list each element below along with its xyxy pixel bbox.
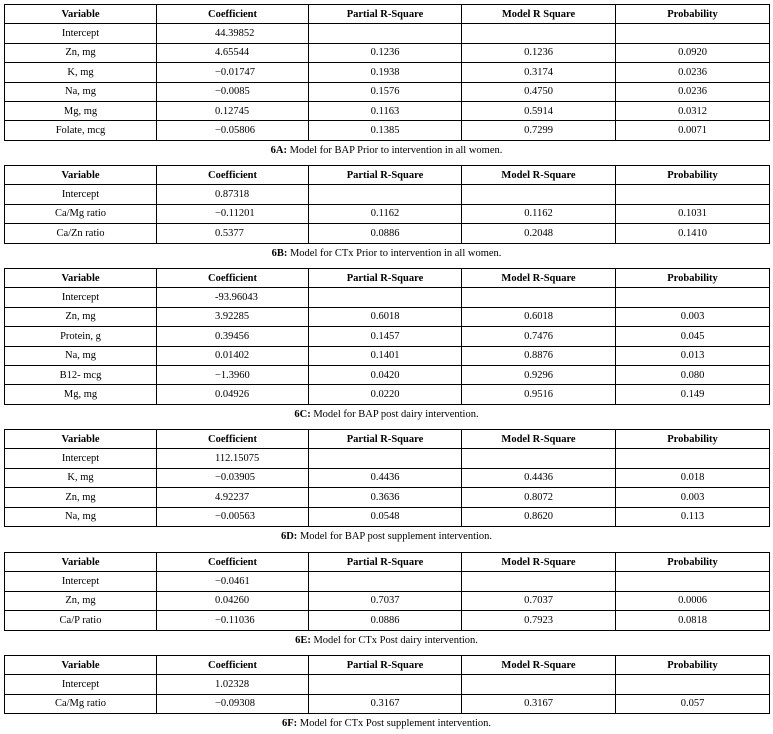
- cell-partial-r-square: 0.0886: [309, 611, 462, 630]
- cell-partial-r-square: 0.1938: [309, 63, 462, 82]
- caption-label: 6B:: [271, 247, 288, 259]
- table-row: [5, 572, 770, 591]
- cell-coefficient: −0.05806: [157, 121, 309, 140]
- header-coefficient: Coefficient: [157, 553, 309, 572]
- cell-coefficient: −0.01747: [157, 63, 309, 82]
- table-row: [5, 101, 770, 120]
- cell-partial-r-square: 0.6018: [309, 307, 462, 326]
- cell-coefficient: −1.3960: [157, 365, 309, 384]
- table-row: [5, 327, 770, 346]
- cell-partial-r-square: [309, 288, 462, 307]
- table-block-6a: [4, 4, 769, 161]
- table-block-6e: [4, 552, 769, 651]
- cell-probability: 0.0818: [616, 611, 770, 630]
- cell-model-r-square: [462, 288, 616, 307]
- table-row: [5, 307, 770, 326]
- cell-partial-r-square: 0.1401: [309, 346, 462, 365]
- header-partial-r-square: Partial R-Square: [309, 269, 462, 288]
- table-row: [5, 82, 770, 101]
- table-row: [5, 365, 770, 384]
- header-coefficient: Coefficient: [157, 166, 309, 185]
- cell-partial-r-square: 0.1457: [309, 327, 462, 346]
- cell-partial-r-square: [309, 24, 462, 43]
- table-caption: [4, 714, 769, 734]
- header-model-r-square: Model R-Square: [462, 166, 616, 185]
- caption-text: Model for CTx Post supplement intervention.: [297, 718, 492, 730]
- table-row: [5, 63, 770, 82]
- cell-model-r-square: 0.1236: [462, 43, 616, 62]
- cell-model-r-square: 0.2048: [462, 224, 616, 243]
- header-probability: Probability: [616, 553, 770, 572]
- header-variable: Variable: [5, 656, 157, 675]
- cell-coefficient: −0.0085: [157, 82, 309, 101]
- cell-variable: Folate, mcg: [5, 121, 157, 140]
- cell-model-r-square: 0.7037: [462, 591, 616, 610]
- cell-variable: K, mg: [5, 468, 157, 487]
- header-variable: Variable: [5, 269, 157, 288]
- header-model-r-square: Model R-Square: [462, 269, 616, 288]
- cell-variable: Intercept: [5, 24, 157, 43]
- header-row: [5, 430, 770, 449]
- table-row: [5, 224, 770, 243]
- header-coefficient: Coefficient: [157, 269, 309, 288]
- regression-table-6e: [4, 552, 770, 631]
- cell-partial-r-square: 0.0886: [309, 224, 462, 243]
- header-probability: Probability: [616, 430, 770, 449]
- table-row: [5, 204, 770, 223]
- cell-coefficient: 0.01402: [157, 346, 309, 365]
- regression-table-6a: [4, 4, 770, 141]
- cell-partial-r-square: 0.3167: [309, 694, 462, 713]
- cell-probability: [616, 675, 770, 694]
- caption-text: Model for CTx Post dairy intervention.: [310, 634, 478, 646]
- cell-probability: 0.045: [616, 327, 770, 346]
- header-probability: Probability: [616, 166, 770, 185]
- table-row: [5, 675, 770, 694]
- table-caption: [4, 527, 769, 547]
- cell-coefficient: 112.15075: [157, 449, 309, 468]
- cell-variable: Zn, mg: [5, 591, 157, 610]
- header-row: [5, 5, 770, 24]
- cell-model-r-square: 0.4750: [462, 82, 616, 101]
- cell-coefficient: 4.65544: [157, 43, 309, 62]
- header-coefficient: Coefficient: [157, 430, 309, 449]
- cell-partial-r-square: [309, 185, 462, 204]
- table-row: [5, 591, 770, 610]
- caption-label: 6D:: [280, 530, 298, 542]
- cell-probability: 0.0006: [616, 591, 770, 610]
- caption-text: Model for CTx Prior to intervention in all women.: [287, 247, 502, 259]
- cell-coefficient: −0.11201: [157, 204, 309, 223]
- cell-probability: 0.0236: [616, 63, 770, 82]
- cell-variable: Intercept: [5, 675, 157, 694]
- cell-model-r-square: 0.9296: [462, 365, 616, 384]
- cell-variable: Na, mg: [5, 346, 157, 365]
- header-coefficient: Coefficient: [157, 5, 309, 24]
- cell-model-r-square: 0.8072: [462, 488, 616, 507]
- regression-table-6b: [4, 165, 770, 244]
- cell-model-r-square: 0.3174: [462, 63, 616, 82]
- table-row: [5, 185, 770, 204]
- cell-variable: Zn, mg: [5, 43, 157, 62]
- cell-variable: Mg, mg: [5, 385, 157, 404]
- cell-partial-r-square: 0.3636: [309, 488, 462, 507]
- cell-coefficient: 0.5377: [157, 224, 309, 243]
- table-caption: [4, 244, 769, 264]
- cell-partial-r-square: 0.4436: [309, 468, 462, 487]
- cell-model-r-square: [462, 572, 616, 591]
- caption-label: 6E:: [295, 634, 311, 646]
- cell-model-r-square: 0.7923: [462, 611, 616, 630]
- cell-variable: Ca/Zn ratio: [5, 224, 157, 243]
- header-row: [5, 553, 770, 572]
- cell-probability: 0.0312: [616, 101, 770, 120]
- table-row: [5, 288, 770, 307]
- caption-label: 6C:: [294, 408, 311, 420]
- cell-probability: 0.013: [616, 346, 770, 365]
- cell-coefficient: 3.92285: [157, 307, 309, 326]
- cell-coefficient: −0.11036: [157, 611, 309, 630]
- caption-text: Model for BAP Prior to intervention in all women.: [286, 144, 503, 156]
- cell-probability: 0.149: [616, 385, 770, 404]
- header-probability: Probability: [616, 269, 770, 288]
- table-block-6f: [4, 655, 769, 734]
- cell-model-r-square: 0.8620: [462, 507, 616, 526]
- cell-model-r-square: 0.9516: [462, 385, 616, 404]
- table-block-6d: [4, 429, 769, 547]
- cell-probability: [616, 24, 770, 43]
- header-partial-r-square: Partial R-Square: [309, 656, 462, 675]
- header-model-r-square: Model R Square: [462, 5, 616, 24]
- header-model-r-square: Model R-Square: [462, 430, 616, 449]
- header-partial-r-square: Partial R-Square: [309, 553, 462, 572]
- regression-table-6f: [4, 655, 770, 714]
- header-probability: Probability: [616, 656, 770, 675]
- cell-probability: 0.0236: [616, 82, 770, 101]
- header-row: [5, 269, 770, 288]
- cell-model-r-square: 0.7299: [462, 121, 616, 140]
- table-row: [5, 611, 770, 630]
- cell-coefficient: −0.0461: [157, 572, 309, 591]
- cell-coefficient: −0.03905: [157, 468, 309, 487]
- cell-probability: [616, 572, 770, 591]
- cell-variable: Ca/Mg ratio: [5, 694, 157, 713]
- cell-coefficient: 0.87318: [157, 185, 309, 204]
- cell-partial-r-square: 0.0548: [309, 507, 462, 526]
- table-row: [5, 507, 770, 526]
- cell-coefficient: -93.96043: [157, 288, 309, 307]
- table-block-6b: [4, 165, 769, 264]
- header-probability: Probability: [616, 5, 770, 24]
- cell-probability: [616, 449, 770, 468]
- cell-variable: Intercept: [5, 572, 157, 591]
- cell-coefficient: 0.39456: [157, 327, 309, 346]
- cell-coefficient: 0.12745: [157, 101, 309, 120]
- cell-variable: K, mg: [5, 63, 157, 82]
- cell-variable: Ca/P ratio: [5, 611, 157, 630]
- cell-partial-r-square: 0.0220: [309, 385, 462, 404]
- table-row: [5, 488, 770, 507]
- cell-model-r-square: 0.1162: [462, 204, 616, 223]
- cell-variable: Protein, g: [5, 327, 157, 346]
- cell-model-r-square: 0.4436: [462, 468, 616, 487]
- cell-probability: 0.113: [616, 507, 770, 526]
- table-row: [5, 121, 770, 140]
- cell-partial-r-square: 0.1576: [309, 82, 462, 101]
- regression-table-6c: [4, 268, 770, 405]
- header-row: [5, 166, 770, 185]
- table-caption: [4, 631, 769, 651]
- table-row: [5, 346, 770, 365]
- cell-partial-r-square: 0.1385: [309, 121, 462, 140]
- cell-model-r-square: 0.3167: [462, 694, 616, 713]
- cell-variable: Intercept: [5, 185, 157, 204]
- table-row: [5, 449, 770, 468]
- cell-model-r-square: 0.7476: [462, 327, 616, 346]
- cell-model-r-square: 0.6018: [462, 307, 616, 326]
- header-variable: Variable: [5, 553, 157, 572]
- header-partial-r-square: Partial R-Square: [309, 430, 462, 449]
- header-variable: Variable: [5, 5, 157, 24]
- cell-coefficient: 1.02328: [157, 675, 309, 694]
- cell-probability: 0.0071: [616, 121, 770, 140]
- cell-probability: [616, 185, 770, 204]
- caption-label: 6F:: [281, 718, 298, 730]
- cell-coefficient: −0.09308: [157, 694, 309, 713]
- caption-label: 6A:: [270, 144, 287, 156]
- header-partial-r-square: Partial R-Square: [309, 166, 462, 185]
- cell-probability: 0.0920: [616, 43, 770, 62]
- caption-text: Model for BAP post supplement intervention.: [297, 530, 493, 542]
- cell-model-r-square: [462, 449, 616, 468]
- cell-variable: Na, mg: [5, 507, 157, 526]
- table-row: [5, 385, 770, 404]
- cell-probability: [616, 288, 770, 307]
- cell-probability: 0.080: [616, 365, 770, 384]
- table-caption: [4, 141, 769, 161]
- header-model-r-square: Model R-Square: [462, 553, 616, 572]
- cell-variable: Zn, mg: [5, 307, 157, 326]
- cell-model-r-square: [462, 185, 616, 204]
- cell-model-r-square: 0.5914: [462, 101, 616, 120]
- cell-probability: 0.057: [616, 694, 770, 713]
- header-model-r-square: Model R-Square: [462, 656, 616, 675]
- cell-partial-r-square: [309, 449, 462, 468]
- caption-text: Model for BAP post dairy intervention.: [310, 408, 479, 420]
- cell-probability: 0.018: [616, 468, 770, 487]
- cell-variable: Intercept: [5, 288, 157, 307]
- header-row: [5, 656, 770, 675]
- cell-model-r-square: [462, 24, 616, 43]
- cell-coefficient: 44.39852: [157, 24, 309, 43]
- header-coefficient: Coefficient: [157, 656, 309, 675]
- cell-coefficient: 0.04260: [157, 591, 309, 610]
- cell-probability: 0.1031: [616, 204, 770, 223]
- cell-partial-r-square: 0.1162: [309, 204, 462, 223]
- cell-model-r-square: 0.8876: [462, 346, 616, 365]
- header-partial-r-square: Partial R-Square: [309, 5, 462, 24]
- header-variable: Variable: [5, 430, 157, 449]
- cell-probability: 0.1410: [616, 224, 770, 243]
- table-caption: [4, 405, 769, 425]
- cell-partial-r-square: 0.0420: [309, 365, 462, 384]
- cell-variable: Zn, mg: [5, 488, 157, 507]
- cell-model-r-square: [462, 675, 616, 694]
- cell-probability: 0.003: [616, 307, 770, 326]
- cell-variable: B12- mcg: [5, 365, 157, 384]
- cell-variable: Mg, mg: [5, 101, 157, 120]
- cell-probability: 0.003: [616, 488, 770, 507]
- cell-variable: Na, mg: [5, 82, 157, 101]
- cell-variable: Ca/Mg ratio: [5, 204, 157, 223]
- cell-coefficient: −0.00563: [157, 507, 309, 526]
- cell-coefficient: 4.92237: [157, 488, 309, 507]
- cell-partial-r-square: [309, 675, 462, 694]
- cell-partial-r-square: 0.1163: [309, 101, 462, 120]
- table-row: [5, 694, 770, 713]
- cell-partial-r-square: 0.7037: [309, 591, 462, 610]
- header-variable: Variable: [5, 166, 157, 185]
- cell-coefficient: 0.04926: [157, 385, 309, 404]
- table-row: [5, 43, 770, 62]
- regression-table-6d: [4, 429, 770, 527]
- cell-variable: Intercept: [5, 449, 157, 468]
- table-row: [5, 24, 770, 43]
- cell-partial-r-square: 0.1236: [309, 43, 462, 62]
- table-block-6c: [4, 268, 769, 425]
- cell-partial-r-square: [309, 572, 462, 591]
- table-row: [5, 468, 770, 487]
